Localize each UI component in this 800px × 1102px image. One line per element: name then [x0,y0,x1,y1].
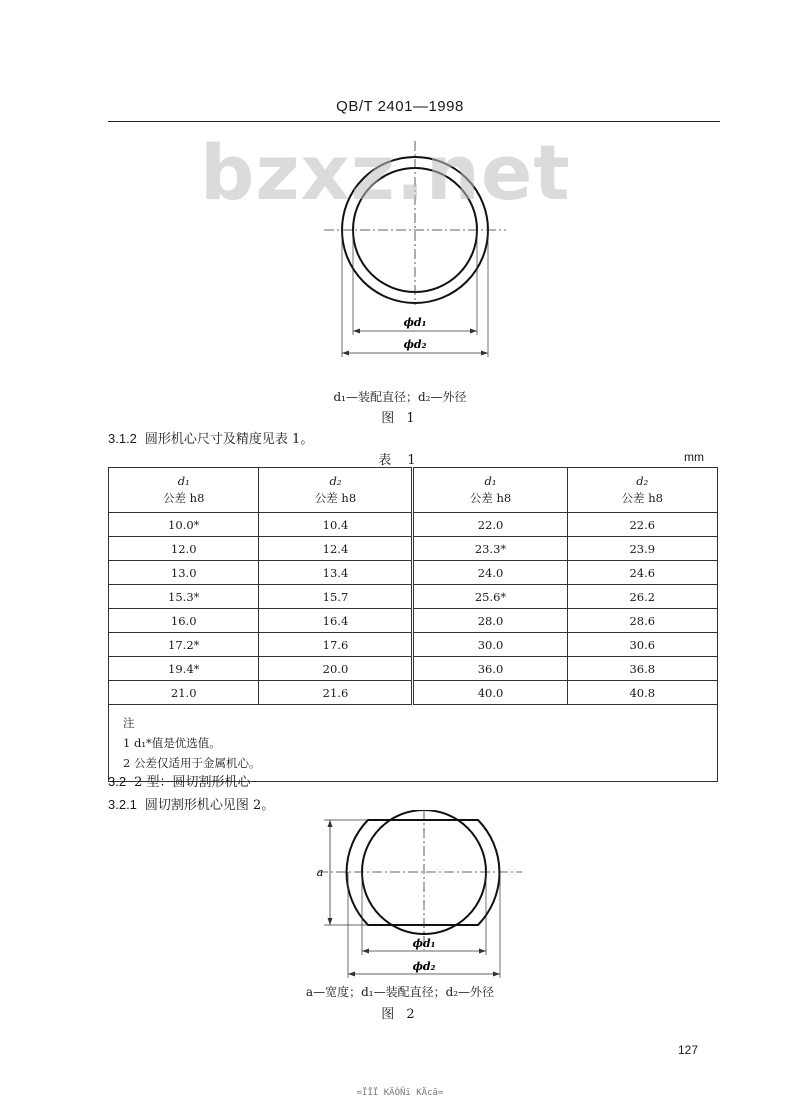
table-1-title: 表 1 [378,453,422,468]
section-3-2 [108,771,250,790]
table-header-cell [413,468,567,513]
notes-heading: 注 [123,716,135,730]
table-notes-row [109,705,718,782]
header-symbol: d₂ [329,474,342,488]
table-cell: 30.6 [567,633,718,657]
table-cell: 28.0 [413,609,567,633]
table-row [109,513,718,537]
table-cell: 21.6 [259,681,413,705]
watermark: bzxz.net [200,128,571,217]
figure-2-drawing [300,810,530,990]
table-row [109,633,718,657]
header-symbol: d₂ [636,474,649,488]
header-tolerance: 公差 h8 [469,491,512,505]
table-cell: 16.4 [259,609,413,633]
figure-1-caption: d₁—装配直径；d₂—外径 [333,390,467,404]
section-3-1-2 [108,428,313,447]
table-cell: 24.6 [567,561,718,585]
table-cell: 16.0 [109,609,259,633]
table-cell: 28.6 [567,609,718,633]
table-cell: 30.0 [413,633,567,657]
header-tolerance: 公差 h8 [163,491,205,505]
table-header-cell [567,468,718,513]
header-symbol: d₁ [177,474,190,488]
table-cell: 22.6 [567,513,718,537]
header-rule [108,121,720,122]
table-notes [109,705,718,782]
footer-text: =ÏÏÏ KÄÒÑï KÄcã= [356,1088,444,1098]
table-row [109,681,718,705]
fig2-dim-d1-label: ϕd₁ [412,937,436,950]
table-cell: 36.0 [413,657,567,681]
figure-1-label: 图 1 [381,411,419,426]
table-cell: 21.0 [109,681,259,705]
fig2-dim-a-label: a [316,866,324,879]
table-cell: 15.3* [109,585,259,609]
section-3-2-1 [108,794,274,813]
table-cell: 23.3* [413,537,567,561]
table-header-cell [109,468,259,513]
table-cell: 15.7 [259,585,413,609]
table-cell: 26.2 [567,585,718,609]
section-3-1-2-number: 3.1.2 [108,431,137,446]
table-1 [108,467,718,782]
table-cell: 17.6 [259,633,413,657]
table-cell: 40.8 [567,681,718,705]
table-cell: 12.4 [259,537,413,561]
header-tolerance: 公差 h8 [621,491,663,505]
section-3-1-2-text: 圆形机心尺寸及精度见表 1。 [144,432,314,447]
table-cell: 24.0 [413,561,567,585]
table-row [109,585,718,609]
table-cell: 36.8 [567,657,718,681]
header-tolerance: 公差 h8 [314,491,357,505]
section-3-2-1-number: 3.2.1 [108,797,137,812]
figure-2-label: 图 2 [381,1007,419,1022]
figure-2-caption: a—宽度；d₁—装配直径；d₂—外径 [305,985,495,999]
fig1-dim-d1-label: ϕd₁ [403,316,427,329]
table-cell: 17.2* [109,633,259,657]
table-cell: 10.0* [109,513,259,537]
table-row [109,561,718,585]
table-cell: 10.4 [259,513,413,537]
fig2-dim-d2-label: ϕd₂ [412,960,436,973]
table-cell: 20.0 [259,657,413,681]
table-row [109,609,718,633]
header-symbol: d₁ [484,474,497,488]
section-3-2-number: 3.2 [108,774,127,789]
table-cell: 22.0 [413,513,567,537]
page-number: 127 [678,1043,699,1057]
table-cell: 25.6* [413,585,567,609]
table-cell: 13.4 [259,561,413,585]
note-2: 2 公差仅适用于金属机心。 [123,756,261,770]
table-row [109,657,718,681]
table-cell: 12.0 [109,537,259,561]
note-1: 1 d₁*值是优选值。 [123,736,221,750]
table-cell: 19.4* [109,657,259,681]
table-header-row [109,468,718,513]
section-3-2-1-text: 圆切割形机心见图 2。 [144,798,275,813]
fig2-cut-outer-shape [347,820,500,925]
table-cell: 23.9 [567,537,718,561]
document-header-title: QB/T 2401—1998 [336,98,464,115]
table-1-unit: mm [684,450,704,464]
table-cell: 13.0 [109,561,259,585]
section-3-2-text: 2 型：圆切割形机心 [134,775,251,790]
table-cell: 40.0 [413,681,567,705]
fig1-dim-d2-label: ϕd₂ [403,338,427,351]
table-row [109,537,718,561]
table-header-cell [259,468,413,513]
